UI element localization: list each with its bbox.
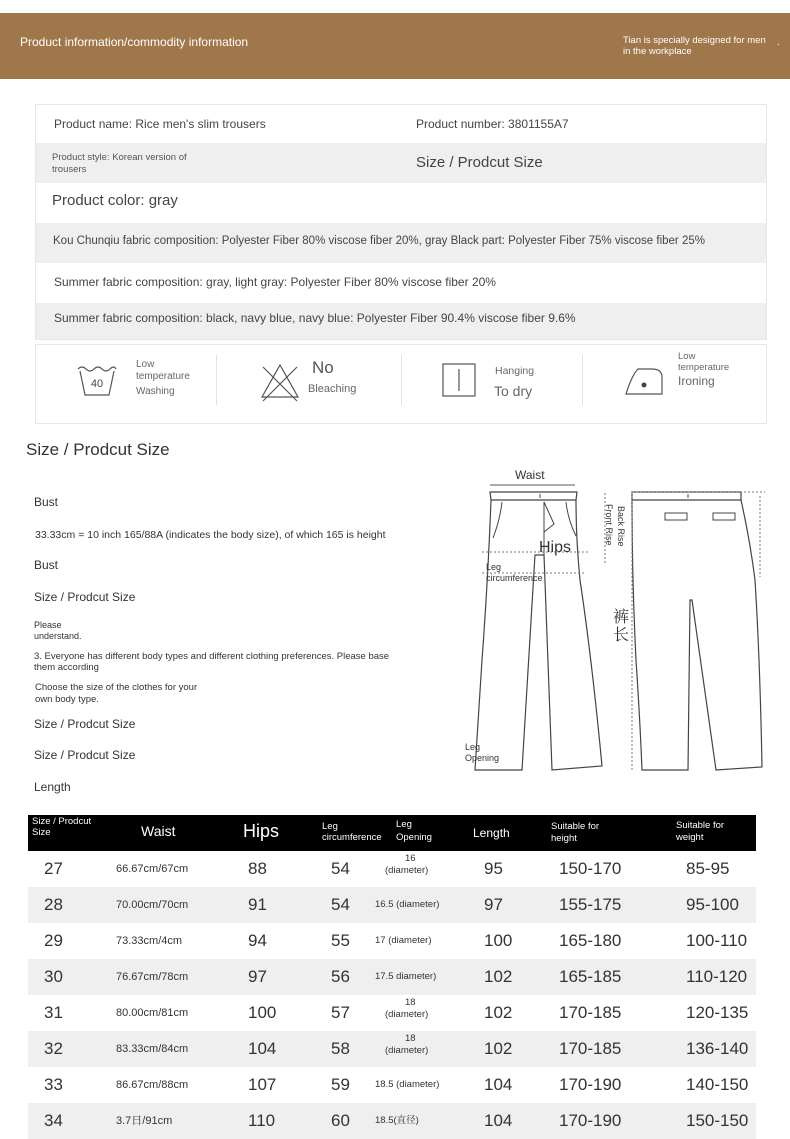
header-banner bbox=[0, 13, 790, 79]
cell-weight: 150-150 bbox=[686, 1111, 749, 1130]
fabric-composition-2: Summer fabric composition: gray, light gray: Polyester Fiber 80% viscose fiber 20% bbox=[54, 275, 496, 289]
size-note-please: Please bbox=[34, 620, 62, 630]
cell-length: 102 bbox=[484, 967, 513, 986]
washing-tub-icon bbox=[76, 363, 118, 399]
cell-leg-circumference: 54 bbox=[331, 895, 350, 914]
size-note-body-types-2: them according bbox=[34, 662, 99, 673]
info-row bbox=[36, 303, 766, 339]
divider bbox=[216, 355, 217, 405]
cell-hips: 104 bbox=[248, 1039, 277, 1058]
cell-weight: 85-95 bbox=[686, 859, 730, 878]
wash-temp: 40 bbox=[90, 378, 104, 390]
size-section-title: Size / Prodcut Size bbox=[26, 440, 170, 459]
table-row bbox=[28, 887, 756, 923]
size-note-body-types: 3. Everyone has different body types and different clothing preferences. Please base bbox=[34, 651, 390, 662]
cell-leg-circumference: 55 bbox=[331, 931, 350, 950]
cell-height: 170-190 bbox=[559, 1075, 622, 1094]
size-note-bust: Bust bbox=[34, 558, 59, 572]
header-weight-1: Suitable for bbox=[676, 820, 725, 831]
back-pocket-right bbox=[713, 513, 735, 520]
cell-size: 27 bbox=[44, 859, 63, 878]
cell-leg-opening-unit: (diameter) bbox=[385, 1045, 429, 1056]
cell-leg-opening-unit: (diameter) bbox=[385, 865, 429, 876]
leg-circumference-label-2: circumference bbox=[486, 573, 543, 583]
care-instructions bbox=[35, 344, 767, 424]
divider bbox=[582, 355, 583, 405]
cell-leg-circumference: 60 bbox=[331, 1111, 350, 1130]
cell-leg-opening: 18.5 (diameter) bbox=[375, 1079, 440, 1090]
cell-leg-opening: 17.5 diameter) bbox=[375, 971, 437, 982]
cell-length: 100 bbox=[484, 931, 513, 950]
cell-waist: 86.67cm/88cm bbox=[116, 1079, 189, 1091]
header-leg-opening-1: Leg bbox=[396, 819, 412, 830]
cell-length: 104 bbox=[484, 1111, 513, 1130]
hips-label: Hips bbox=[539, 539, 572, 556]
cell-hips: 97 bbox=[248, 967, 267, 986]
size-note-understand: understand. bbox=[34, 631, 82, 641]
cell-leg-opening: 18.5(直径) bbox=[375, 1115, 419, 1126]
cell-waist: 83.33cm/84cm bbox=[116, 1043, 189, 1055]
table-row bbox=[28, 1067, 756, 1103]
header-waist: Waist bbox=[141, 823, 176, 839]
pants-length-label-2: 长 bbox=[613, 627, 630, 644]
cell-length: 102 bbox=[484, 1003, 513, 1022]
no-bleach-icon bbox=[260, 363, 300, 403]
table-row bbox=[28, 851, 756, 887]
banner-slogan: Tian is specially designed for men in the workplace bbox=[623, 35, 766, 57]
cell-height: 155-175 bbox=[559, 895, 622, 914]
table-row bbox=[28, 959, 756, 995]
cell-hips: 91 bbox=[248, 895, 267, 914]
pants-measurement-diagram bbox=[460, 460, 790, 780]
wash-label-1: Low bbox=[136, 359, 155, 370]
cell-leg-opening-value: 16 bbox=[405, 853, 416, 864]
cell-leg-opening: 17 (diameter) bbox=[375, 935, 432, 946]
header-leg-opening-2: Opening bbox=[396, 832, 432, 843]
header-leg-circumference-1: Leg bbox=[322, 821, 338, 832]
cell-waist: 76.67cm/78cm bbox=[116, 971, 189, 983]
size-note-heading: Size / Prodcut Size bbox=[34, 590, 136, 604]
size-note-explanation: 33.33cm = 10 inch 165/88A (indicates the body size), of which 165 is height bbox=[35, 529, 386, 541]
cell-height: 170-185 bbox=[559, 1039, 622, 1058]
table-row bbox=[28, 995, 756, 1031]
cell-weight: 95-100 bbox=[686, 895, 739, 914]
hang-dry-icon bbox=[442, 363, 476, 397]
cell-length: 102 bbox=[484, 1039, 513, 1058]
hang-label-1: Hanging bbox=[495, 365, 535, 377]
cell-length: 95 bbox=[484, 859, 503, 878]
cell-height: 165-185 bbox=[559, 967, 622, 986]
hang-label-2: To dry bbox=[494, 383, 533, 399]
info-row bbox=[36, 223, 766, 263]
cell-leg-circumference: 54 bbox=[331, 859, 350, 878]
cell-height: 170-190 bbox=[559, 1111, 622, 1130]
leg-opening-label-1: Leg bbox=[465, 742, 481, 752]
product-style: Product style: Korean version of trousers bbox=[52, 152, 187, 175]
back-waistband bbox=[632, 492, 741, 500]
back-pocket-left bbox=[665, 513, 687, 520]
cell-leg-opening-value: 18 bbox=[405, 1033, 416, 1044]
cell-size: 32 bbox=[44, 1039, 63, 1058]
cell-length: 97 bbox=[484, 895, 503, 914]
waist-label: Waist bbox=[515, 468, 545, 482]
cell-size: 30 bbox=[44, 967, 63, 986]
info-row bbox=[36, 183, 766, 223]
cell-leg-circumference: 58 bbox=[331, 1039, 350, 1058]
cell-weight: 120-135 bbox=[686, 1003, 749, 1022]
iron-label-1: Low bbox=[678, 351, 696, 362]
leg-circumference-label-1: Leg bbox=[486, 562, 502, 572]
cell-size: 29 bbox=[44, 931, 63, 950]
cell-leg-circumference: 57 bbox=[331, 1003, 350, 1022]
size-note-choose: Choose the size of the clothes for your bbox=[35, 682, 198, 693]
table-row bbox=[28, 923, 756, 959]
leg-opening-label-2: Opening bbox=[465, 753, 500, 763]
cell-size: 33 bbox=[44, 1075, 63, 1094]
banner-dot: . bbox=[777, 37, 780, 48]
cell-length: 104 bbox=[484, 1075, 513, 1094]
cell-leg-circumference: 56 bbox=[331, 967, 350, 986]
header-height-1: Suitable for bbox=[551, 821, 600, 832]
cell-height: 170-185 bbox=[559, 1003, 622, 1022]
back-rise-label: Back Rise bbox=[616, 506, 626, 547]
cell-waist: 80.00cm/81cm bbox=[116, 1007, 189, 1019]
bleach-label-1: No bbox=[312, 358, 334, 377]
cell-size: 31 bbox=[44, 1003, 63, 1022]
cell-size: 34 bbox=[44, 1111, 63, 1130]
size-note-bust: Bust bbox=[34, 495, 59, 509]
cell-height: 150-170 bbox=[559, 859, 622, 878]
cell-weight: 100-110 bbox=[686, 931, 748, 950]
back-pants-outline bbox=[632, 500, 762, 770]
size-table-header bbox=[28, 815, 756, 851]
pants-length-label-1: 裤 bbox=[613, 609, 630, 626]
product-color: Product color: gray bbox=[52, 192, 178, 209]
header-leg-circumference-2: circumference bbox=[322, 832, 382, 843]
cell-height: 165-180 bbox=[559, 931, 622, 950]
iron-label-2: temperature bbox=[678, 362, 730, 373]
cell-hips: 94 bbox=[248, 931, 267, 950]
header-hips: Hips bbox=[243, 821, 280, 841]
fabric-composition-3: Summer fabric composition: black, navy blue, navy blue: Polyester Fiber 90.4% viscose fiber 9.6% bbox=[54, 311, 576, 325]
cell-waist: 73.33cm/4cm bbox=[116, 935, 183, 947]
product-number: Product number: 3801155A7 bbox=[416, 117, 569, 131]
cell-size: 28 bbox=[44, 895, 63, 914]
size-note-heading: Size / Prodcut Size bbox=[34, 717, 136, 731]
header-size: Size / Prodcut Size bbox=[32, 816, 92, 838]
size-note-heading: Size / Prodcut Size bbox=[34, 748, 136, 762]
cell-leg-opening-unit: (diameter) bbox=[385, 1009, 429, 1020]
info-row bbox=[36, 263, 766, 303]
bleach-label-2: Bleaching bbox=[308, 383, 357, 395]
cell-leg-circumference: 59 bbox=[331, 1075, 350, 1094]
header-height-2: height bbox=[551, 833, 577, 844]
table-row bbox=[28, 1103, 756, 1139]
cell-waist: 70.00cm/70cm bbox=[116, 899, 189, 911]
cell-hips: 100 bbox=[248, 1003, 277, 1022]
header-length: Length bbox=[473, 826, 510, 840]
info-row bbox=[36, 105, 766, 143]
banner-title: Product information/commodity information bbox=[20, 35, 249, 49]
cell-hips: 110 bbox=[248, 1111, 276, 1130]
cell-leg-opening: 16.5 (diameter) bbox=[375, 899, 440, 910]
product-info-table bbox=[35, 104, 767, 340]
product-name: Product name: Rice men's slim trousers bbox=[54, 117, 266, 131]
size-note-length: Length bbox=[34, 780, 71, 794]
iron-icon bbox=[624, 365, 664, 397]
table-row bbox=[28, 1031, 756, 1067]
cell-leg-opening-value: 18 bbox=[405, 997, 416, 1008]
cell-weight: 140-150 bbox=[686, 1075, 749, 1094]
cell-hips: 88 bbox=[248, 859, 267, 878]
front-waistband bbox=[490, 492, 577, 500]
info-row bbox=[36, 143, 766, 183]
cell-weight: 110-120 bbox=[686, 967, 748, 986]
wash-label-2: temperature bbox=[136, 371, 190, 382]
header-weight-2: weight bbox=[676, 832, 704, 843]
size-label: Size / Prodcut Size bbox=[416, 154, 543, 171]
wash-label-3: Washing bbox=[136, 386, 175, 397]
cell-waist: 66.67cm/67cm bbox=[116, 863, 189, 875]
front-rise-label: Front Rise bbox=[604, 504, 614, 546]
cell-weight: 136-140 bbox=[686, 1039, 749, 1058]
size-note-choose-2: own body type. bbox=[35, 694, 99, 705]
cell-hips: 107 bbox=[248, 1075, 277, 1094]
fabric-composition-1: Kou Chunqiu fabric composition: Polyester Fiber 80% viscose fiber 20%, gray Black part: Polyester Fiber 75% viscose fiber 25% bbox=[53, 235, 705, 247]
divider bbox=[401, 355, 402, 405]
iron-label-3: Ironing bbox=[678, 374, 715, 388]
cell-waist: 3.7日/91cm bbox=[116, 1115, 173, 1127]
